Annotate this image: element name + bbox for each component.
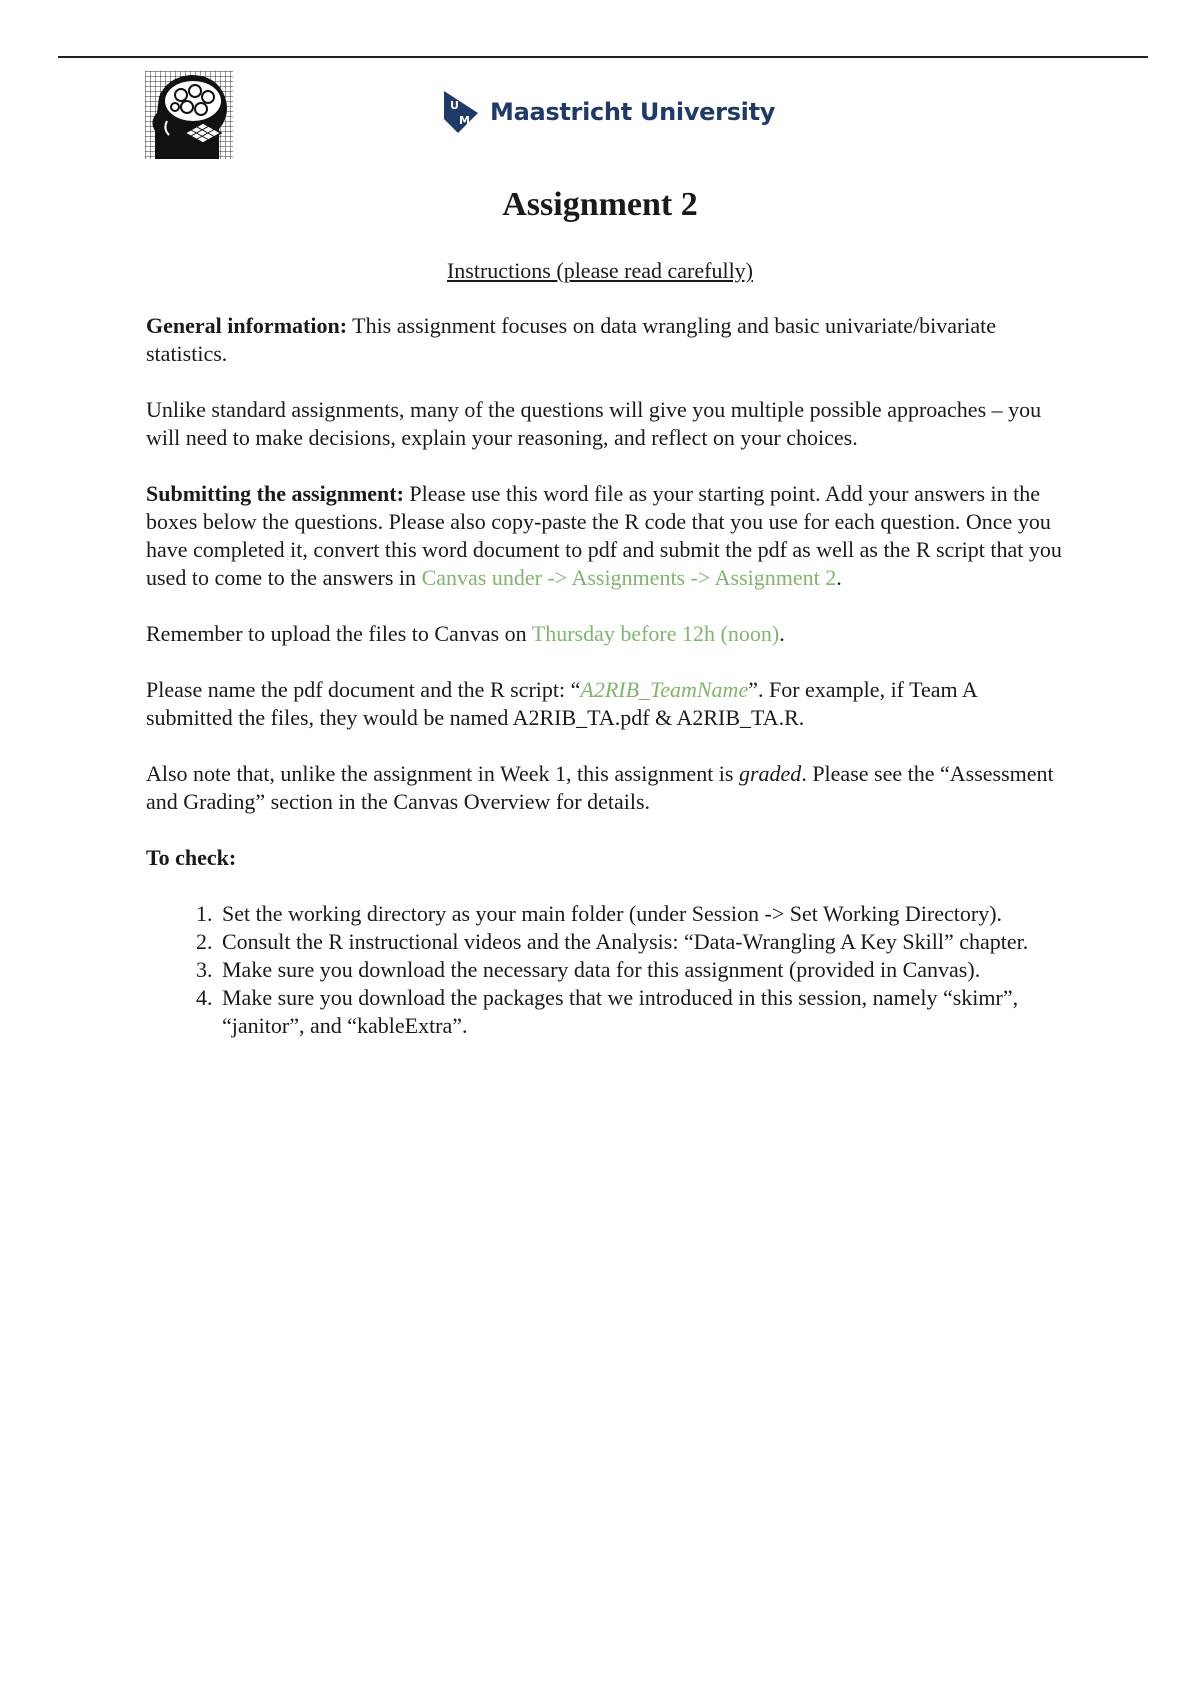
approaches-paragraph: Unlike standard assignments, many of the questions will give you multiple possible approaches – you will need to make decisions, explain your reasoning, and reflect on your choices.: [146, 397, 1042, 450]
brain-head-icon: [145, 71, 233, 159]
svg-text:U: U: [450, 99, 459, 112]
page-title: Assignment 2: [502, 186, 698, 223]
instructions-heading: Instructions (please read carefully): [446, 258, 754, 283]
naming-text: Please name the pdf document and the R script: “: [146, 677, 581, 702]
university-name: Maastricht University: [490, 98, 776, 126]
list-item: 2. Consult the R instructional videos and the Analysis: “Data-Wrangling A Key Skill” chapter.: [218, 928, 1066, 956]
graded-rest: . Please see the “Assessment and Grading” section in the Canvas Overview for details.: [146, 761, 1054, 814]
general-information-label: General information:: [146, 313, 348, 338]
deadline-end: .: [779, 621, 785, 646]
submitting-text: Please use this word file as your starting point. Add your answers in the boxes below the questions. Please also copy-paste the R code that you use for each question. Once you have completed it, convert this word document to pdf and submit the pdf as well as the R script that you used to come to the answers in: [146, 481, 1062, 590]
deadline-text: Remember to upload the files to Canvas on: [146, 621, 532, 646]
deadline-highlight: Thursday before 12h (noon): [531, 621, 780, 646]
list-item: 4. Make sure you download the packages that we introduced in this session, namely “skimr”, “janitor”, and “kableExtra”.: [218, 984, 1066, 1040]
um-emblem-icon: [442, 89, 482, 135]
graded-emphasis: graded: [738, 761, 802, 786]
submitting-paragraph: [146, 480, 1066, 592]
filename-pattern: A2RIB_TeamName: [580, 677, 749, 702]
list-item: 1. Set the working directory as your main folder (under Session -> Set Working Directory).: [218, 900, 1066, 928]
maastricht-university-logo: [442, 88, 775, 136]
general-information-paragraph: [146, 312, 1066, 368]
graded-paragraph: [146, 760, 1066, 816]
to-check-list: [146, 900, 1066, 1040]
general-information-text: This assignment focuses on data wrangling and basic univariate/bivariate statistics.: [146, 313, 997, 366]
naming-example: ”. For example, if Team A submitted the files, they would be named A2RIB_TA.pdf & A2RIB_TA.R.: [146, 677, 977, 730]
instructions-body: [146, 312, 1066, 1040]
submitting-label: Submitting the assignment:: [146, 481, 404, 506]
submitting-end: .: [836, 565, 842, 590]
deadline-paragraph: [146, 620, 1066, 648]
graded-text: Also note that, unlike the assignment in Week 1, this assignment is: [146, 761, 739, 786]
naming-paragraph: [146, 676, 1066, 732]
header-rule: [58, 56, 1148, 58]
canvas-assignment-link[interactable]: Canvas under -> Assignments -> Assignment 2: [421, 565, 837, 590]
svg-text:M: M: [459, 114, 470, 127]
to-check-heading: To check:: [146, 845, 237, 870]
list-item: 3. Make sure you download the necessary data for this assignment (provided in Canvas).: [218, 956, 1066, 984]
